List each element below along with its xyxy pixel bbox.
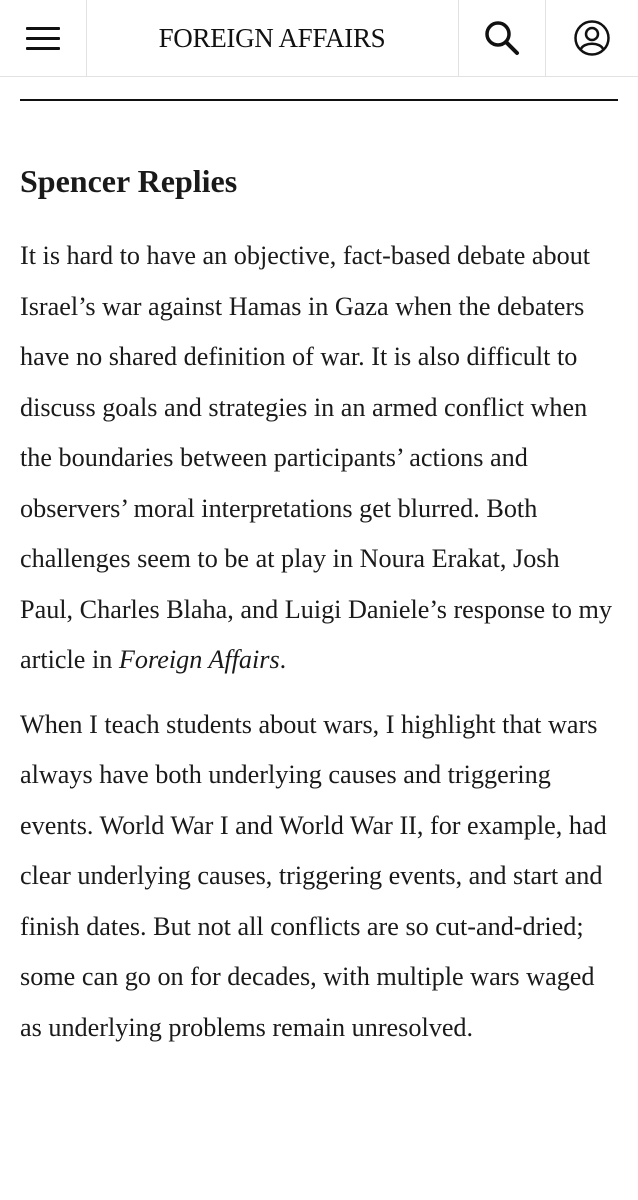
article-paragraph [20,231,618,686]
search-button[interactable] [458,0,546,76]
article-paragraph: When I teach students about wars, I highlight that wars always have both underlying causes and triggering events. World War I and World War II, for example, had clear underlying causes, triggering events, and start and finish dates. But not all conflicts are so cut-and-dried; some can go on for decades, with multiple wars waged as underlying problems remain unresolved. [20,709,607,1042]
section-divider [20,99,618,101]
menu-button[interactable] [0,0,87,76]
publication-title: Foreign Affairs [118,645,280,674]
brand-logo[interactable]: FOREIGN AFFAIRS [158,22,386,53]
search-icon [483,19,521,57]
article-body [20,157,618,1067]
site-header [0,0,638,77]
section-heading: Spencer Replies [20,163,238,199]
account-icon [573,19,611,57]
paragraph-text-end: . [279,645,287,674]
account-button[interactable] [546,0,638,76]
paragraph-text: It is hard to have an objective, fact-based debate about Israel’s war against Hamas in Gaza when the debaters have no shared definition of war. It is also difficult to discuss goals and strategies in an armed conflict when the boundaries between participants’ actions and observers’ moral interpretations get blurred. Both challenges seem to be at play in Noura Erakat, Josh Paul, Charles Blaha, and Luigi Daniele’s response to my article in [20,241,613,674]
hamburger-menu-icon [26,26,60,50]
